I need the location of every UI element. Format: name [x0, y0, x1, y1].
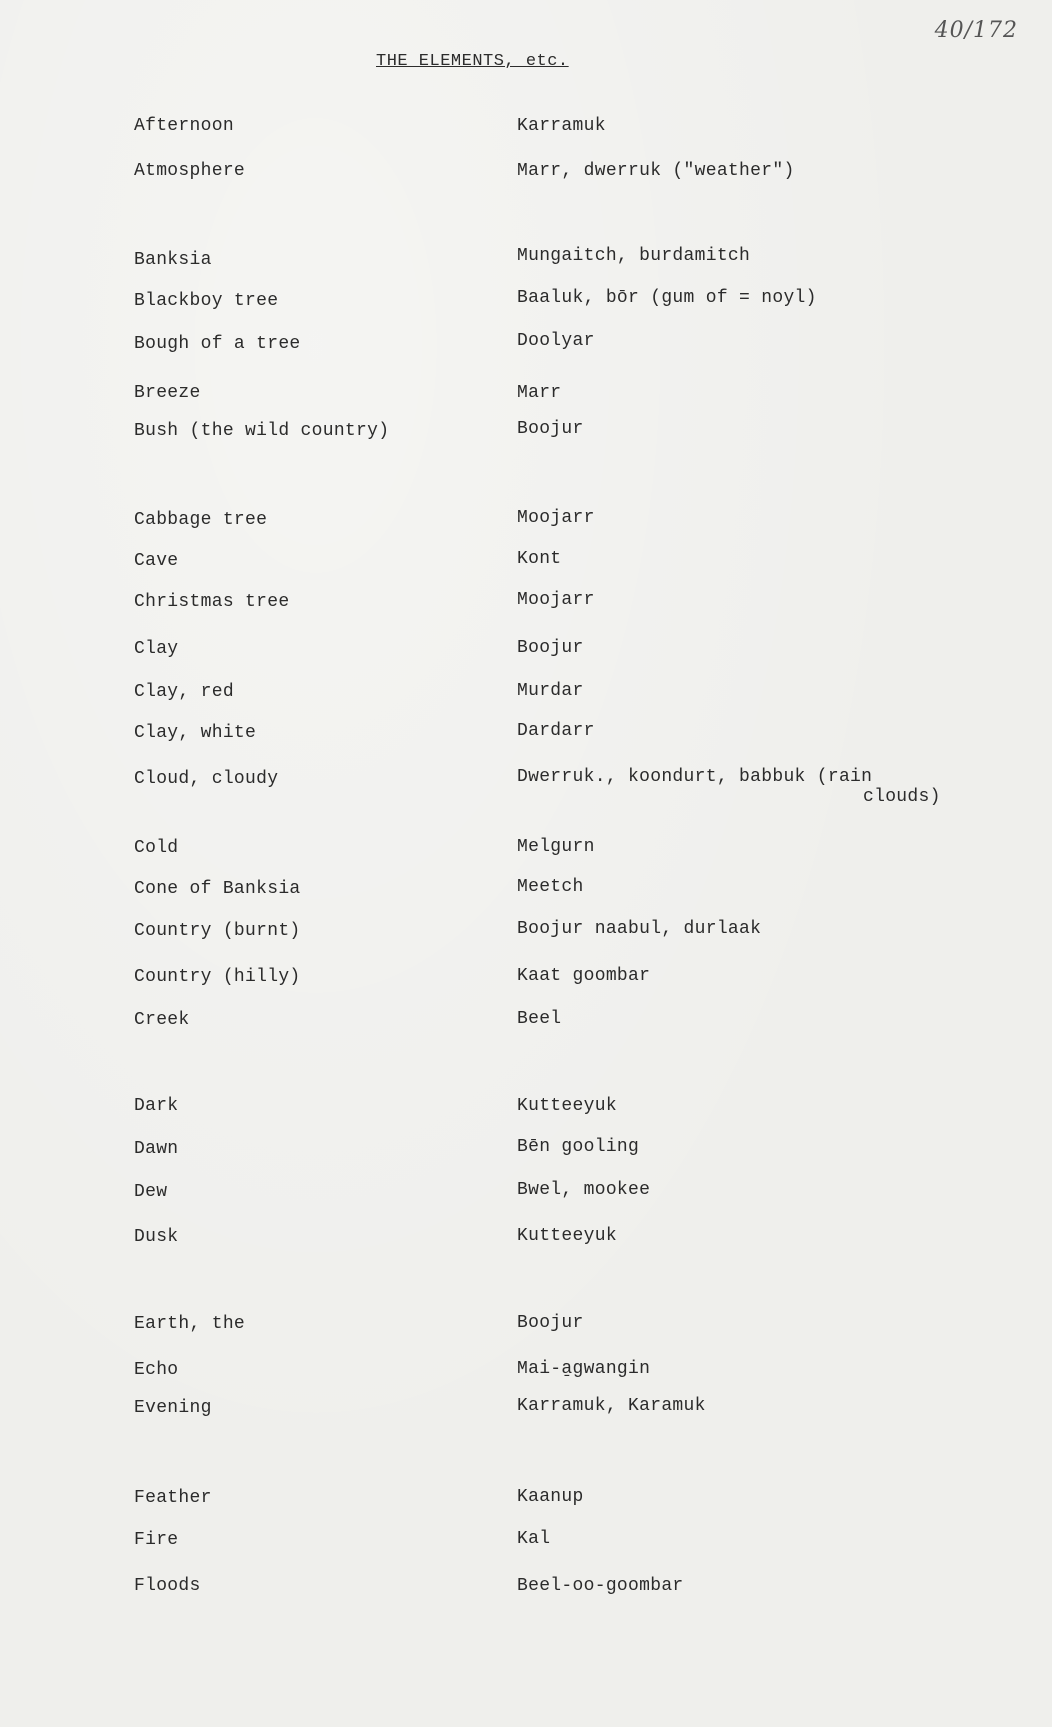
entry-gloss: Murdar: [517, 681, 584, 701]
entry-term: Clay, red: [134, 682, 234, 702]
entry-term: Cloud, cloudy: [134, 769, 279, 789]
entry-gloss: Meetch: [517, 877, 584, 897]
entry-gloss: Moojarr: [517, 590, 595, 610]
entry-gloss: Kont: [517, 549, 562, 569]
entry-gloss: Boojur: [517, 419, 584, 439]
entry-term: Cave: [134, 551, 179, 571]
entry-term: Country (hilly): [134, 967, 301, 987]
entry-term: Clay: [134, 639, 179, 659]
entry-gloss: Beel-oo-goombar: [517, 1576, 684, 1596]
entry-term: Dark: [134, 1096, 179, 1116]
entry-gloss: Kutteeyuk: [517, 1096, 617, 1116]
entry-term: Country (burnt): [134, 921, 301, 941]
entry-term: Atmosphere: [134, 161, 246, 181]
entry-gloss-continuation: clouds): [863, 787, 941, 807]
entry-term: Bough of a tree: [134, 334, 301, 354]
entry-gloss: Mai-a̱gwangin: [517, 1359, 651, 1379]
entry-term: Cone of Banksia: [134, 879, 301, 899]
entry-gloss: Kaat goombar: [517, 966, 651, 986]
entry-term: Feather: [134, 1488, 212, 1508]
entry-gloss: Marr, dwerruk ("weather"): [517, 161, 795, 181]
entry-gloss: Marr: [517, 383, 562, 403]
entry-gloss: Beel: [517, 1009, 562, 1029]
entry-term: Dew: [134, 1182, 168, 1202]
folio-number: 40/172: [934, 18, 1018, 43]
entry-term: Bush (the wild country): [134, 421, 390, 441]
entry-gloss: Boojur naabul, durlaak: [517, 919, 762, 939]
entry-gloss: Bēn gooling: [517, 1137, 640, 1157]
entry-term: Afternoon: [134, 116, 234, 136]
entry-term: Blackboy tree: [134, 291, 279, 311]
entry-gloss: Karramuk, Karamuk: [517, 1396, 706, 1416]
entry-gloss: Karramuk: [517, 116, 606, 136]
entry-term: Earth, the: [134, 1314, 246, 1334]
entry-gloss: Melgurn: [517, 837, 595, 857]
entry-gloss: Dwerruk., koondurt, babbuk (rain: [517, 767, 873, 787]
entry-term: Cabbage tree: [134, 510, 268, 530]
entry-term: Floods: [134, 1576, 201, 1596]
page-title: THE ELEMENTS, etc.: [376, 52, 569, 71]
entry-term: Banksia: [134, 250, 212, 270]
entry-term: Evening: [134, 1398, 212, 1418]
entry-gloss: Boojur: [517, 638, 584, 658]
entry-gloss: Kutteeyuk: [517, 1226, 617, 1246]
entry-gloss: Dardarr: [517, 721, 595, 741]
entry-gloss: Doolyar: [517, 331, 595, 351]
entry-term: Breeze: [134, 383, 201, 403]
entry-gloss: Baaluk, bōr (gum of = noyl): [517, 288, 817, 308]
entry-term: Creek: [134, 1010, 190, 1030]
entry-term: Fire: [134, 1530, 179, 1550]
entry-gloss: Kaanup: [517, 1487, 584, 1507]
entry-gloss: Bwel, mookee: [517, 1180, 651, 1200]
entry-term: Christmas tree: [134, 592, 290, 612]
entry-gloss: Mungaitch, burdamitch: [517, 246, 751, 266]
entry-gloss: Kal: [517, 1529, 551, 1549]
entry-gloss: Boojur: [517, 1313, 584, 1333]
entry-gloss: Moojarr: [517, 508, 595, 528]
entry-term: Cold: [134, 838, 179, 858]
entry-term: Dawn: [134, 1139, 179, 1159]
entry-term: Dusk: [134, 1227, 179, 1247]
entry-term: Echo: [134, 1360, 179, 1380]
entry-term: Clay, white: [134, 723, 257, 743]
